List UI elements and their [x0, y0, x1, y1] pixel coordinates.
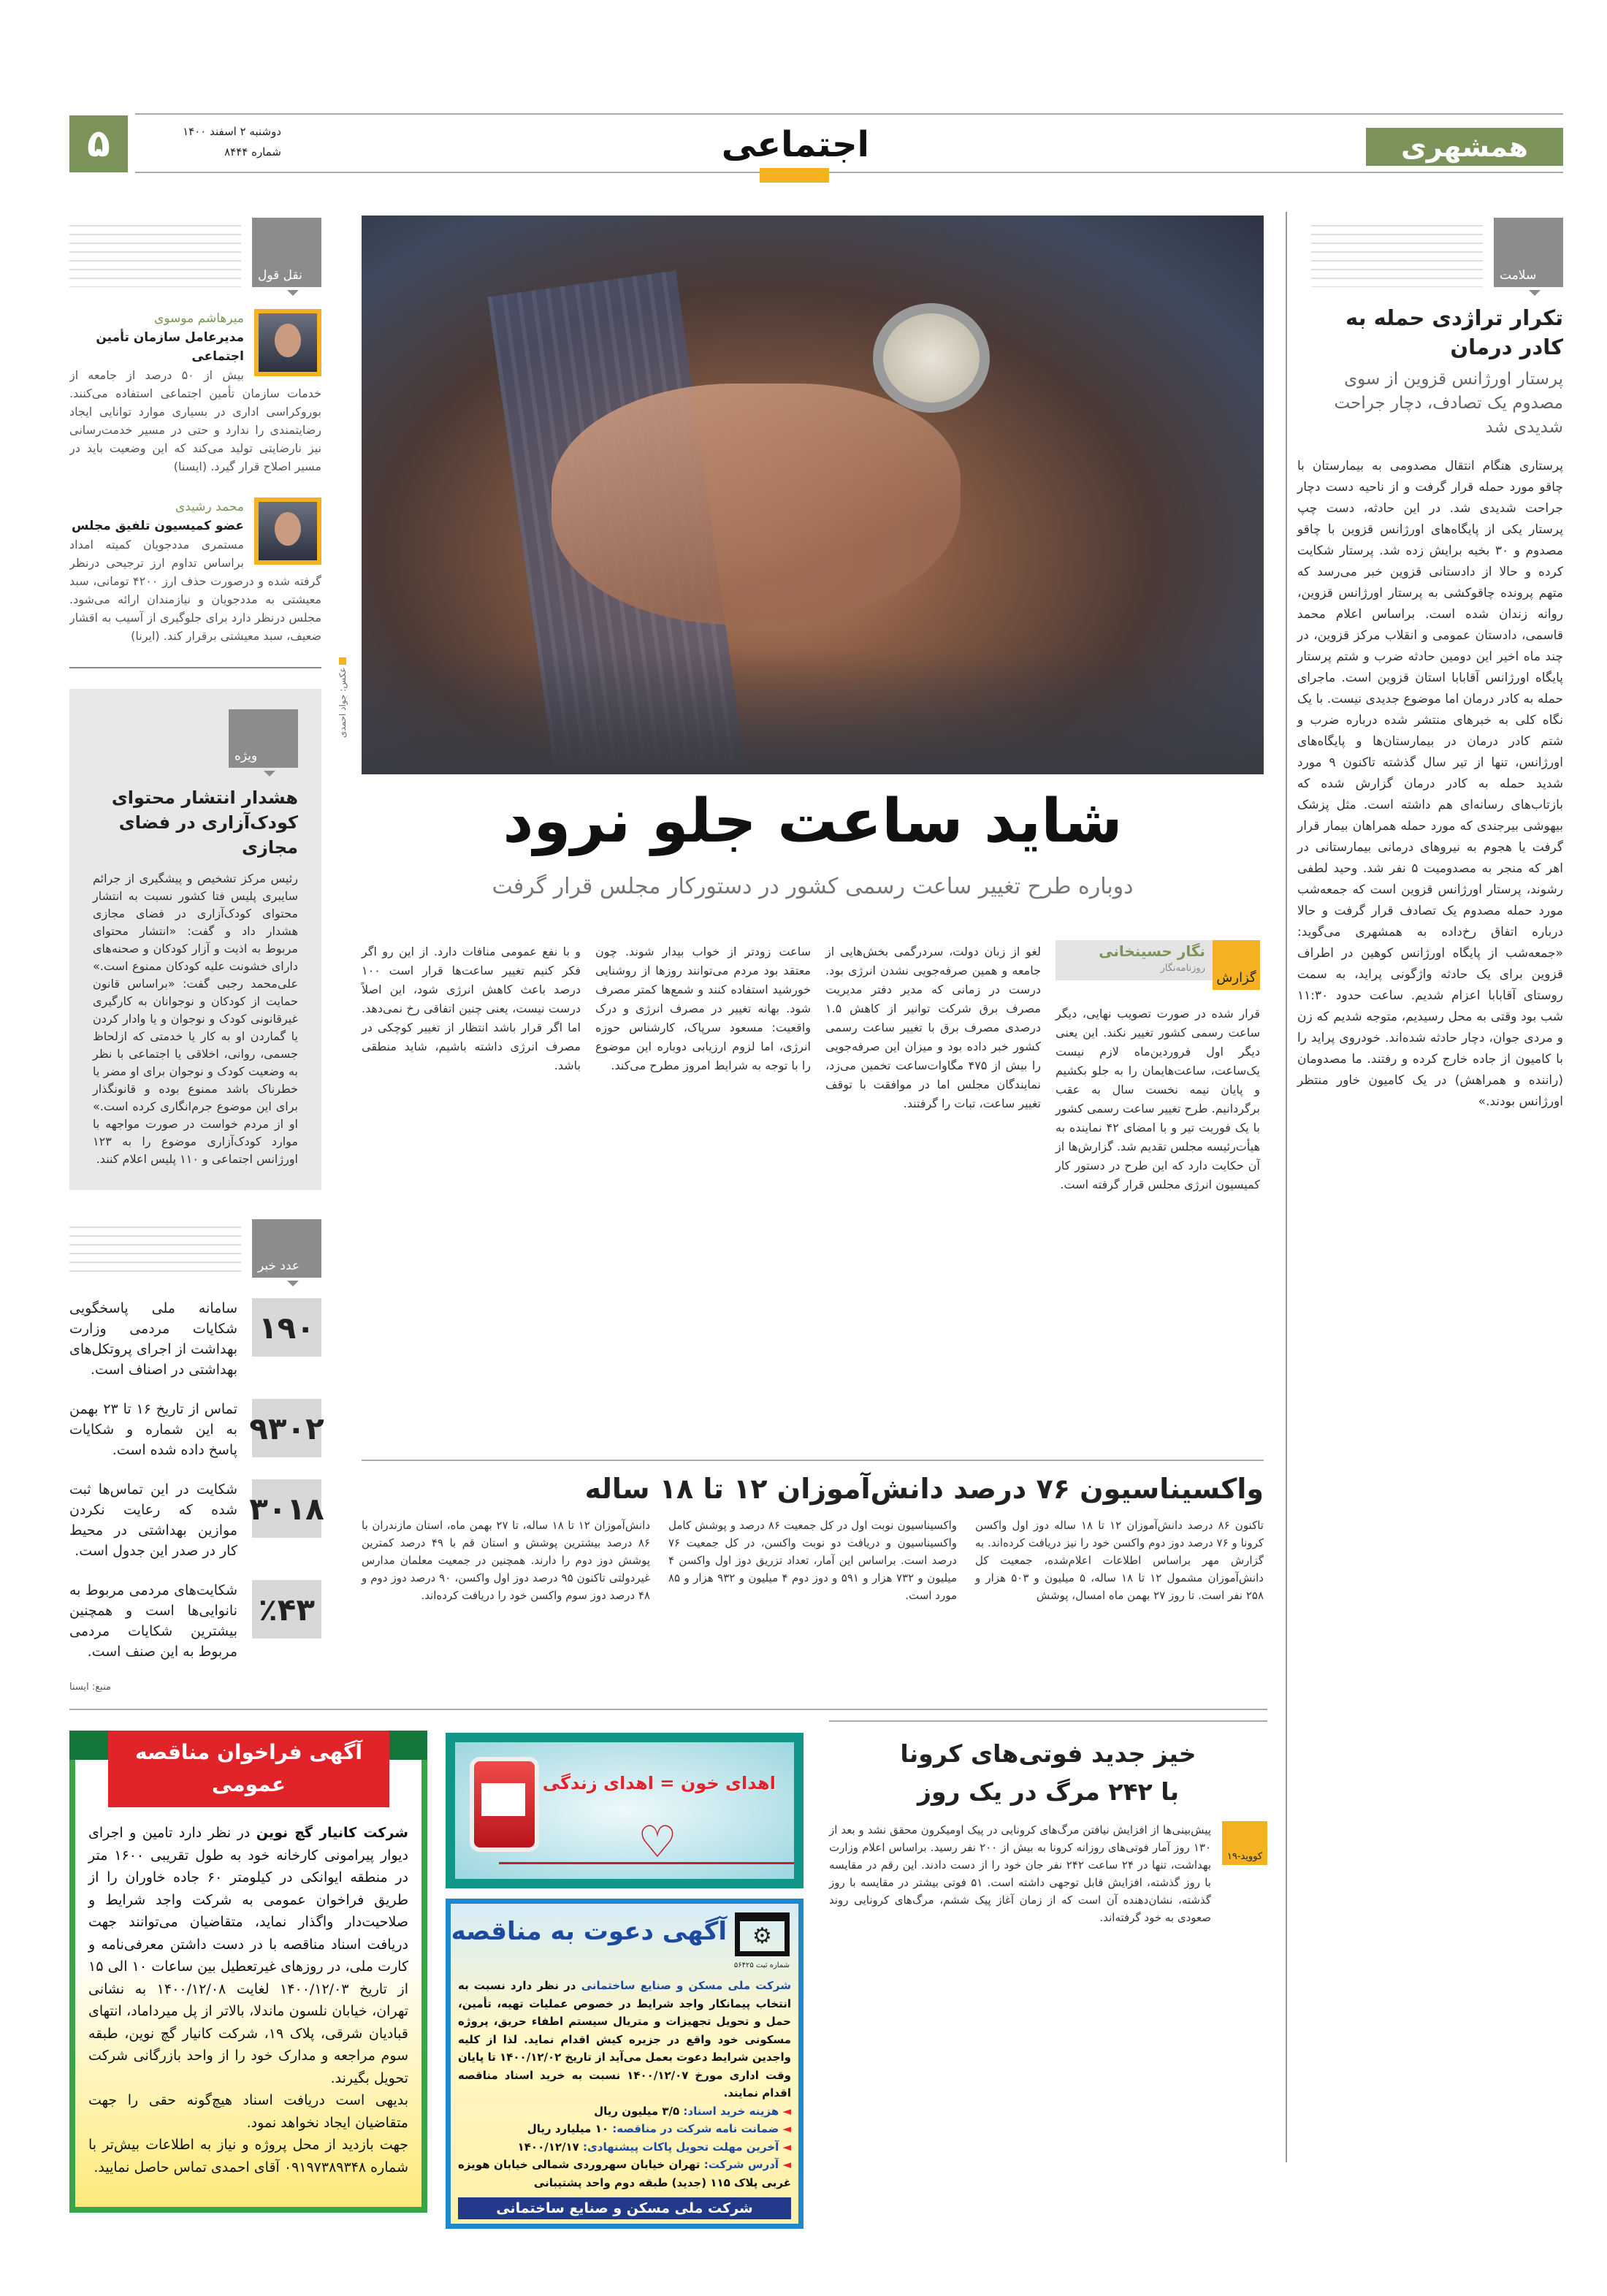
- newspaper-logo: همشهری: [1366, 128, 1563, 166]
- vaccine-column: واکسیناسیون نوبت اول در کل جمعیت ۸۶ درصد و پوشش کامل واکسیناسیون و دریافت دو نوبت واکسن، در کل جمعیت ۷۶ درصد است. براساس این آمار، تعداد تزریق دوز اول واکسن ۴ میلیون و ۷۳۲ هزار و ۵۹۱ و دوز دوم ۴ میلیون و ۹۳۲ هزار و ۸۵ مورد است.: [668, 1519, 957, 1602]
- number-text: تماس از تاریخ ۱۶ تا ۲۳ بهمن به این شماره و شکایات پاسخ داده شده است.: [69, 1401, 237, 1458]
- special-tag-label: ویژه: [234, 749, 258, 763]
- article-column: قرار شده در صورت تصویب نهایی، دیگر ساعت رسمی کشور تغییر نکند. این یعنی دیگر اول فروردین‌ماه لازم نیست یک‌ساعت، ساعت‌هایمان را به جلو بکشیم و پایان نیمه نخست سال به عقب برگردانیم. طرح تغییر ساعت رسمی کشور با یک فوریت تیر و با امضای ۴۲ نماینده به هیأت‌رئیسه مجلس تقدیم شد. گزارش‌ها از آن حکایت دارد که این طرح در دستور کار کمیسیون انرژی مجلس قرار گرفته است.: [1056, 1007, 1260, 1191]
- tender-ad-maskan: [446, 1899, 804, 2229]
- corona-body: پیش‌بینی‌ها از افزایش نیافتن مرگ‌های کرونایی در پیک اومیکرون محقق نشد و بعد از ۱۳۰ روز آمار فوتی‌های روزانه کرونا به بیش از ۲۰۰ نفر رسید. براساس اعلام وزارت بهداشت، تنها در ۲۴ ساعت ۲۴۲ نفر جان خود را از دست دادند. این رقم در مقایسه با روز گذشته، افزایش قابل توجهی داشته است. ۵۱ فوتی بیشتر در مقایسه با روز گذشته، نشان‌دهنده آن است که از زمان آغاز پیک ششم، مرگ‌های کرونایی روند صعودی به خود گرفته‌اند.: [829, 1823, 1212, 1924]
- blood-donation-ad: [446, 1733, 804, 1888]
- vaccine-headline: واکسیناسیون ۷۶ درصد دانش‌آموزان ۱۲ تا ۱۸ ساله: [584, 1473, 1264, 1505]
- quote-role: مدیرعامل سازمان تأمین اجتماعی: [96, 330, 244, 364]
- tender2-header: [451, 1904, 791, 1977]
- corona-headline: [829, 1735, 1267, 1811]
- issue-date: دوشنبه ۲ اسفند ۱۴۰۰: [183, 125, 281, 138]
- photo-shadow: [362, 650, 1264, 774]
- numbers-tag-row: [69, 1219, 321, 1298]
- number-text: شکایت در این تماس‌ها ثبت شده که رعایت نکردن موازین بهداشتی در محیط کار در صدر این جدول است.: [69, 1481, 237, 1559]
- guarantee-label: ضمانت نامه شرکت در مناقصه:: [612, 2122, 779, 2135]
- quotes-tag: [252, 218, 321, 287]
- main-subtitle: دوباره طرح تغییر ساعت رسمی کشور در دستورکار مجلس قرار گرفت: [492, 874, 1134, 899]
- photo-credit-label: عکس: جواد احمدی: [337, 667, 348, 739]
- tender2-company: شرکت ملی مسکن و صنایع ساختمانی: [581, 1979, 791, 1992]
- tender-ad-kaniar: [69, 1731, 427, 2213]
- ad-title-box: [108, 1731, 389, 1828]
- tag-lines: [1311, 218, 1483, 287]
- health-body: پرستاری هنگام انتقال مصدومی به بیمارستان با چاقو مورد حمله قرار گرفت و از ناحیه دست دچار جراحت شدیدی شد. در این حادثه، دست چپ پرستار یکی از پایگاه‌های اورژانس قزوین با چاقو مصدوم و ۳۰ بخیه برایش زده شد. پرستار شکایت کرده و حالا از دادستانی قزوین خبر می‌رسد که متهم پرونده چاقوکشی به پرستار اورژانس قزوین، روانه زندان شده است. براساس اعلام محمد قاسمی، دادستان عمومی و انقلاب مرکز قزوین، در چند ماه اخیر این دومین حادثه ضرب و شتم پرستار پایگاه اورژانس آقابابا استان قزوین است. ماجرای حمله به کادر درمان اما موضوع جدیدی نیست. با یک نگاه کلی به خبرهای منتشر شده درباره ضرب و شتم کادر درمان در بیمارستان‌ها و پایگاه‌های اورژانس، تنها از تیر سال گذشته تاکنون ۹ مورد شدید حمله به کادر درمان گزارش شده که بازتاب‌های رسانه‌ای هم داشته است. مثل پزشک بیهوشی بیرجندی که مورد حمله همراهان بیمار قرار گرفت یا هجوم به نیروهای درمانی بیمارستانی در اهر که منجر به مصدومیت ۵ نفر شد. وحید لطفی رشوند، پرستار اورژانس قزوین است که جمعه‌شب مورد حمله مصدوم یک تصادف قرار گرفت و حالا درباره اتفاق رخ‌داده به همشهری می‌گوید: «جمعه‌شب از پایگاه اورژانس کوهین در اطراف قزوین برای یک حادثه واژگونی پراید، به سمت روستای آقابابا اعزام شدیم. ساعت حدود ۱۱:۳۰ شب بود وقتی به محل رسیدیم، متوجه شدیم که زن و مردی جوان، دچار حادثه شده‌اند. خودروی پراید را با کامیون از جاده خارج کرده و رفتند. ما مصدومان (راننده و همراهش) در یک کامیون خاور منتظر اورژانس بودند.»: [1297, 459, 1563, 1109]
- quotes-tag-label: نقل قول: [258, 268, 302, 283]
- report-tag-label: گزارش: [1216, 970, 1256, 985]
- corona-body-row: [829, 1821, 1267, 1926]
- vaccine-columns: [362, 1517, 1264, 1604]
- tag-lines: [69, 1219, 241, 1278]
- number-text: سامانه ملی پاسخگویی شکایات مردمی وزارت بهداشت از اجرای پروتکل‌های بهداشتی در اصناف است.: [69, 1300, 237, 1378]
- ad-company: شرکت کانیار گچ نوین: [256, 1825, 408, 1841]
- corona-tag: [1222, 1821, 1267, 1865]
- section-underline: [760, 168, 829, 183]
- quote-name: میرهاشم موسوی: [154, 311, 244, 326]
- ad-body: [88, 1822, 408, 2178]
- ad-text: در نظر دارد تامین و اجرای دیوار پیرامونی کارخانه خود به طول تقریبی ۱۶۰۰ متر در منطقه ایوانکی در کیلومتر ۶۰ جاده خاوران را از طریق فراخوان عمومی به شرکت واجد شرایط و صلاحیت‌دار واگذار نماید، متقاضیان می‌توانند جهت دریافت اسناد مناقصه با در دست داشتن معرفی‌نامه و کارت ملی، در روزهای غیرتعطیل بین ساعات ۱۰ الی ۱۵ از تاریخ ۱۴۰۰/۱۲/۰۳ لغایت ۱۴۰۰/۱۲/۰۸ به نشانی تهران، خیابان نلسون ماندلا، بالاتر از پل میرداماد، انتهای قبادیان شرقی، پلاک ۱۹، شرکت کانیار گچ نوین، طبقه سوم مراجعه و مدارک خود را از واحد بازرگانی شرکت تحویل بگیرند.: [88, 1825, 408, 2086]
- deadline-label: آخرین مهلت تحویل پاکات پیشنهادی:: [583, 2140, 779, 2154]
- health-tag-label: سلامت: [1500, 268, 1537, 283]
- ad-title-line2: یک مرحله‌ای: [187, 1804, 310, 1828]
- tender2-title: آگهی دعوت به مناقصه: [451, 1917, 727, 1946]
- vaccine-column: دانش‌آموزان ۱۲ تا ۱۸ ساله، تا ۲۷ بهمن ماه، استان مازندران با ۸۶ درصد بیشترین پوشش و استان قم با ۴۹ درصد کمترین پوشش دوز دوم را دارند. همچنین در جمعیت معلمان مدارس غیردولتی تاکنون ۹۵ درصد دوز اول واکسن، ۹۰ درصد دوز دوم و ۴۸ درصد دوز سوم واکسن خود را دریافت کرده‌اند.: [362, 1519, 651, 1602]
- fee-value: ۳/۵ میلیون ریال: [594, 2104, 680, 2118]
- health-tag: [1494, 218, 1563, 287]
- article-column: ساعت زودتر از خواب بیدار شوند. چون معتقد بود مردم می‌توانند روزها از روشنایی خورشید استفاده کنند و شمع‌ها کمتر مصرف شود. بهانه تغییر در مصرف انرژی و درک واقعیت: مسعود سرپاک، کارشناس حوزه انرژی، اما لزوم ارزیابی دوباره این موضوع را با توجه به شرایط امروز مطرح می‌کند.: [595, 945, 811, 1072]
- corona-story: [829, 1720, 1267, 1926]
- wristwatch: [873, 303, 990, 413]
- number-item: [69, 1399, 324, 1460]
- heart-icon: ♡: [638, 1817, 677, 1868]
- special-tag-row: [93, 709, 298, 785]
- page-number: ۵: [69, 115, 128, 172]
- address-label: آدرس شرکت:: [703, 2158, 779, 2171]
- special-tag: [229, 709, 298, 768]
- quote-item: [69, 309, 321, 476]
- main-headline: شاید ساعت جلو نرود: [503, 787, 1123, 856]
- health-subtitle: پرستار اورژانس قزوین از سوی مصدوم یک تصادف، دچار جراحت شدیدی شد: [1334, 370, 1563, 437]
- corona-headline-line1: خیز جدید فوتی‌های کرونا: [900, 1739, 1196, 1768]
- photo-credit: [337, 657, 358, 774]
- blood-bag-label: [481, 1783, 525, 1816]
- issue-number: شماره ۸۴۴۴: [224, 145, 281, 159]
- section-title: اجتماعی: [721, 124, 869, 165]
- ad-contact: جهت بازدید از محل پروژه و نیاز به اطلاعات بیش‌تر با شماره ۰۹۱۹۷۳۸۹۳۴۸ آقای احمدی تماس حاصل نمایید.: [88, 2137, 408, 2175]
- numbers-tag: [252, 1219, 321, 1278]
- ad-note: بدیهی است دریافت اسناد هیچ‌گونه حقی را جهت متقاضیان ایجاد نخواهد نمود.: [88, 2092, 408, 2131]
- portrait-mousavi: [254, 309, 321, 376]
- ad-title-line1: آگهی فراخوان مناقصه عمومی: [135, 1740, 362, 1796]
- tender2-reg: شماره ثبت ۵۶۴۲۵: [733, 1961, 790, 1969]
- quote-role: عضو کمیسیون تلفیق مجلس: [72, 519, 244, 533]
- blood-slogan: اهدای خون = اهدای زندگی: [542, 1773, 776, 1793]
- byline-box: [1056, 940, 1213, 980]
- special-title: هشدار انتشار محتوای کودک‌آزاری در فضای مجازی: [111, 787, 298, 858]
- number-value: ۹۳۰۲: [252, 1399, 321, 1457]
- quote-item: [69, 497, 321, 645]
- guarantee-value: ۱۰ میلیارد ریال: [527, 2122, 608, 2135]
- hands: [551, 384, 961, 625]
- special-body: رئیس مرکز تشخیص و پیشگیری از جرائم سایبری پلیس فتا کشور نسبت به انتشار محتوای کودک‌آزاری در فضای مجازی هشدار داد و گفت: «انتشار محتوای مربوط به اذیت و آزار کودکان و صحنه‌های دارای خشونت علیه کودکان ممنوع است.» علی‌محمد رجبی گفت: «براساس قانون حمایت از کودکان و نوجوانان به کارگیری غیرقانونی کودک و نوجوان و یا وادار کردن یا گماردن او به کار یا خدمتی که ازلحاظ جسمی، روانی، اخلاقی یا اجتماعی با نظر به وضعیت کودک و نوجوان برای او مضر یا خطرناک باشد ممنوع بوده و قانونگذار برای این موضوع جرم‌انگاری کرده است.» او از مردم خواست در صورت مواجهه با موارد کودک‌آزاری موضوع را به ۱۲۳ اورژانس اجتماعی و ۱۱۰ پلیس اعلام کنند.: [93, 872, 298, 1166]
- tag-lines: [69, 218, 241, 287]
- number-value: ٪۴۳: [252, 1580, 321, 1639]
- deadline-value: ۱۴۰۰/۱۲/۱۷: [517, 2140, 579, 2154]
- report-tag: [1213, 940, 1260, 990]
- number-value: ۱۹۰: [252, 1298, 321, 1357]
- number-item: [69, 1298, 321, 1380]
- article-column: لغو از زبان دولت، سردرگمی بخش‌هایی از جامعه و همین صرفه‌جویی نشدن انرژی بود. درست در زمانی که مدیر دفتر مدیریت مصرف برق شرکت توانیر از کاهش ۱.۵ درصدی مصرف برق با تغییر ساعت رسمی کشور خبر داده بود و میزان این صرفه‌جویی را بیش از ۴۷۵ مگاوات‌ساعت تخمین می‌زد، نمایندگان مجلس اما در موافقت با توقف تغییر ساعت، تبات را گرفتند.: [825, 945, 1041, 1110]
- divider: [69, 1709, 1267, 1710]
- health-title: تکرار تراژدی حمله به کادر درمان: [1345, 305, 1563, 359]
- header-rule-bottom: [135, 172, 1563, 173]
- author-role: روزنامه‌نگار: [1160, 963, 1205, 974]
- divider: [362, 1460, 1264, 1461]
- vaccine-column: تاکنون ۸۶ درصد دانش‌آموزان ۱۲ تا ۱۸ ساله دوز اول واکسن کرونا و ۷۶ درصد دوز دوم واکسن خود را نیز دریافت کرده‌اند. به گزارش مهر براساس اطلاعات اعلام‌شده، جمعیت کل دانش‌آموزان مشمول ۱۲ تا ۱۸ ساله، ۵ میلیون و ۵۰۳ هزار و ۲۵۸ نفر است. تا روز ۲۷ بهمن ماه امسال، پوشش: [975, 1519, 1264, 1602]
- author-name: نگار حسینخانی: [1099, 942, 1205, 960]
- fee-label: هزینه خرید اسناد:: [683, 2104, 779, 2118]
- article-column: و با نفع عمومی منافات دارد. از این رو اگر فکر کنیم تغییر ساعت‌ها قرار است ۱۰۰ درصد باعث کاهش انرژی شود، این اصلاً درست نیست، یعنی چنین اتفاقی رخ نمی‌دهد. اما اگر قرار باشد انتظار از تغییر کوچکی در مصرف انرژی داشته باشیم، شاید منطقی باشد.: [362, 945, 581, 1072]
- health-column: [1286, 212, 1563, 2162]
- quote-name: محمد رشیدی: [175, 500, 244, 514]
- numbers-source: منبع: ایسنا: [69, 1682, 111, 1693]
- tender2-text: در نظر دارد نسبت به انتخاب پیمانکار واجد شرایط در خصوص عملیات تهیه، تأمین، حمل و تحویل تجهیزات و متریال سیستم اطفاء حریق، پروژه مسکونی خود واقع در جزیره کیش اقدام نماید. لذا از کلیه واجدین شرایط دعوت بعمل می‌آید از تاریخ ۱۴۰۰/۱۲/۰۲ تا پایان وقت اداری مورخ ۱۴۰۰/۱۲/۰۷ نسبت به خرید اسناد مناقصه اقدام نمایند.: [458, 1979, 791, 2099]
- vaccine-story: [362, 1470, 1264, 1604]
- gear-house-logo-icon: ⚙: [735, 1912, 790, 1956]
- quote-text: مستمری مددجویان کمیته امداد براساس تداوم ارز ترجیحی درنظر گرفته شده و درصورت حذف ارز ۴۲۰۰ تومانی، سبد معیشتی به مددجویان و نیازمندان ارائه می‌شود. مجلس درنظر دارد برای جلوگیری از آسیب به اقشار ضعیف، سبد معیشتی برقرار کند. (ایرنا): [69, 538, 321, 643]
- health-tag-row: [1297, 212, 1563, 303]
- number-text: شکایت‌های مردمی مربوط به نانوایی‌ها است و همچنین بیشترین شکایات مردمی مربوط به این صنف است.: [69, 1582, 237, 1660]
- tender2-body: شرکت ملی مسکن و صنایع ساختمانی در نظر دارد نسبت به انتخاب پیمانکار واجد شرایط در خصوص عملیات تهیه، تأمین، حمل و تحویل تجهیزات و متریال سیستم اطفاء حریق، پروژه مسکونی خود واقع در جزیره کیش اقدام نماید. لذا از کلیه واجدین شرایط دعوت بعمل می‌آید از تاریخ ۱۴۰۰/۱۲/۰۲ تا پایان وقت اداری مورخ ۱۴۰۰/۱۲/۰۷ نسبت به خرید اسناد مناقصه اقدام نمایند. ◄ هزینه خرید اسناد: ۳/۵ میلیون ریال ◄ ضمانت نامه شرکت در مناقصه: ۱۰ میلیارد ریال ◄ آخرین مهلت تحویل پاکات پیشنهادی: ۱۴۰۰/۱۲/۱۷ ◄ آدرس شرکت: تهران خیابان سهروردی شمالی خیابان هویزه غربی پلاک ۱۱۵ (جدید) طبقه دوم واحد پشتیبانی: [458, 1979, 791, 2189]
- numbers-list: [69, 1298, 324, 1694]
- left-column: [69, 218, 324, 1694]
- divider: [69, 667, 321, 668]
- quotes-tag-row: [69, 218, 321, 309]
- blood-bag-icon: [470, 1757, 539, 1852]
- numbers-tag-label: عدد خبر: [258, 1259, 300, 1273]
- address-value: تهران خیابان سهروردی شمالی خیابان هویزه غربی پلاک ۱۱۵ (جدید) طبقه دوم واحد پشتیبانی: [458, 2158, 791, 2189]
- header-rule-top: [135, 113, 1563, 115]
- main-photo: [362, 216, 1264, 774]
- special-box: [69, 689, 321, 1190]
- tender2-inner: [451, 1904, 798, 2224]
- quote-text: بیش از ۵۰ درصد از جامعه از خدمات سازمان تأمین اجتماعی استفاده می‌کنند. بوروکراسی اداری در بسیاری موارد توانایی ایجاد رضایتمندی را ندارد و حتی در مسیر خدمت‌رسانی نیز نارضایتی تولید می‌کند که این وضعیت باید در مسیر اصلاح قرار گیرد. (ایسنا): [69, 368, 321, 473]
- tender2-footer: شرکت ملی مسکن و صنایع ساختمانی: [458, 2197, 791, 2219]
- corona-tag-label: کووید-۱۹: [1226, 1851, 1263, 1862]
- number-value: ۳۰۱۸: [252, 1479, 321, 1538]
- number-item: [69, 1580, 321, 1662]
- portrait-rashidi: [254, 497, 321, 565]
- number-item: [69, 1479, 324, 1561]
- corona-headline-line2: با ۲۴۲ مرگ در یک روز: [917, 1777, 1180, 1806]
